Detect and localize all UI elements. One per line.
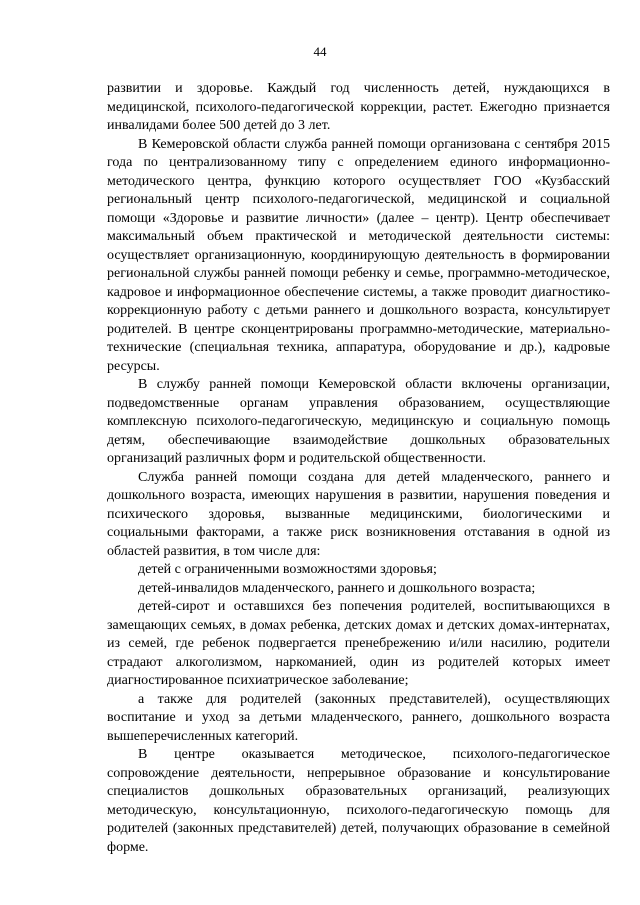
paragraph-service-purpose: Служба ранней помощи создана для детей младенческого, раннего и дошкольного возраста, имеющих нарушения в развитии, нарушения поведения и психического здоровья, вызванные медицинскими, биологическими и социальными факторами, а также риск возникновения отставания в одной из областей развития, в том числе для: <box>107 469 610 559</box>
document-body <box>107 80 610 857</box>
paragraph-service-organization: В Кемеровской области служба ранней помощи организована с сентября 2015 года по централизованному типу с определением единого информационно-методического центра, функцию которого осуществляет ГОО «Кузбасский региональный центр психолого-педагогической, медицинской и социальной помощи «Здоровье и развитие личности» (далее – центр). Центр обеспечивает максимальный объем практической и методической деятельности системы: осуществляет организационную, координирующую деятельность в формировании региональной службы ранней помощи ребенку и семье, программно-методическое, кадровое и информационное обеспечение системы, а также проводит диагностико-коррекционную работу с детьми раннего и дошкольного возраста, консультирует родителей. В центре сконцентрированы программно-методические, материально-технические (специальная техника, аппаратура, оборудование и др.), кадровые ресурсы. <box>107 136 610 374</box>
list-item-orphans: детей-сирот и оставшихся без попечения родителей, воспитывающихся в замещающих семьях, в домах ребенка, детских домах и детских домах-интернатах, из семей, где ребенок подвергается пренебрежению и/или насилию, родители страдают алкоголизмом, наркоманией, один из родителей которых имеет диагностированное психиатрическое заболевание; <box>107 599 610 688</box>
paragraph-included-organizations: В службу ранней помощи Кемеровской области включены организации, подведомственные органам управления образованием, осуществляющие комплексную психолого-педагогическую, медицинскую и социальную помощь детям, обеспечивающие взаимодействие дошкольных образовательных организаций различных форм и родительской общественности. <box>107 377 610 466</box>
list-item-disabled-children: детей-инвалидов младенческого, раннего и дошкольного возраста; <box>138 580 536 596</box>
paragraph-center-support: В центре оказывается методическое, психолого-педагогическое сопровождение деятельности, непрерывное образование и консультирование специалистов дошкольных образовательных организаций, реализующих методическую, консультационную, психолого-педагогическую помощь для родителей (законных представителей) детей, получающих образование в семейной форме. <box>107 747 610 855</box>
paragraph-continuation: развитии и здоровье. Каждый год численность детей, нуждающихся в медицинской, психолого-педагогической коррекции, растет. Ежегодно признается инвалидами более 500 детей до 3 лет. <box>107 81 610 133</box>
list-item-limited-health: детей с ограниченными возможностями здоровья; <box>138 562 437 577</box>
page-number: 44 <box>313 44 327 59</box>
list-item-parents: а также для родителей (законных представителей), осуществляющих воспитание и уход за детьми младенческого, раннего, дошкольного возраста вышеперечисленных категорий. <box>107 691 610 744</box>
